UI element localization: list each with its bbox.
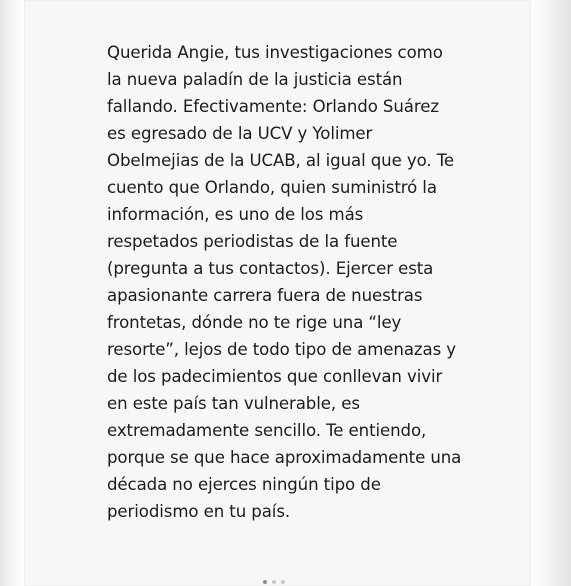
- right-edge-shadow: [531, 0, 571, 586]
- note-line-10: apasionante carrera fuera de nuestras: [107, 286, 423, 305]
- left-edge-shadow: [0, 0, 24, 586]
- note-line-12: resorte”, lejos de todo tipo de amenazas y: [107, 340, 457, 359]
- note-card: [24, 0, 531, 586]
- note-line-9: (pregunta a tus contactos). Ejercer esta: [107, 259, 434, 278]
- note-line-8: respetados periodistas de la fuente: [107, 232, 398, 251]
- note-line-6: cuento que Orlando, quien suministró la: [107, 178, 437, 197]
- note-line-16: porque se que hace aproximadamente una: [107, 448, 462, 467]
- note-line-2: la nueva paladín de la justicia están: [107, 70, 403, 89]
- carousel-page-indicator: [263, 580, 285, 584]
- page-dot[interactable]: [281, 580, 285, 584]
- note-line-17: década no ejerces ningún tipo de: [107, 475, 381, 494]
- note-line-7: información, es uno de los más: [107, 205, 364, 224]
- note-line-3: fallando. Efectivamente: Orlando Suárez: [107, 97, 439, 116]
- note-line-13: de los padecimientos que conllevan vivir: [107, 367, 443, 386]
- page-dot[interactable]: [272, 580, 276, 584]
- note-line-14: en este país tan vulnerable, es: [107, 394, 360, 413]
- note-body-text: [107, 39, 487, 525]
- note-line-18: periodismo en tu país.: [107, 502, 291, 521]
- note-line-4: es egresado de la UCV y Yolimer: [107, 124, 373, 143]
- note-line-11: frontetas, dónde no te rige una “ley: [107, 313, 402, 332]
- page-dot-active[interactable]: [263, 580, 267, 584]
- note-line-1: Querida Angie, tus investigaciones como: [107, 43, 443, 62]
- note-line-5: Obelmejias de la UCAB, al igual que yo. Te: [107, 151, 455, 170]
- note-line-15: extremadamente sencillo. Te entiendo,: [107, 421, 427, 440]
